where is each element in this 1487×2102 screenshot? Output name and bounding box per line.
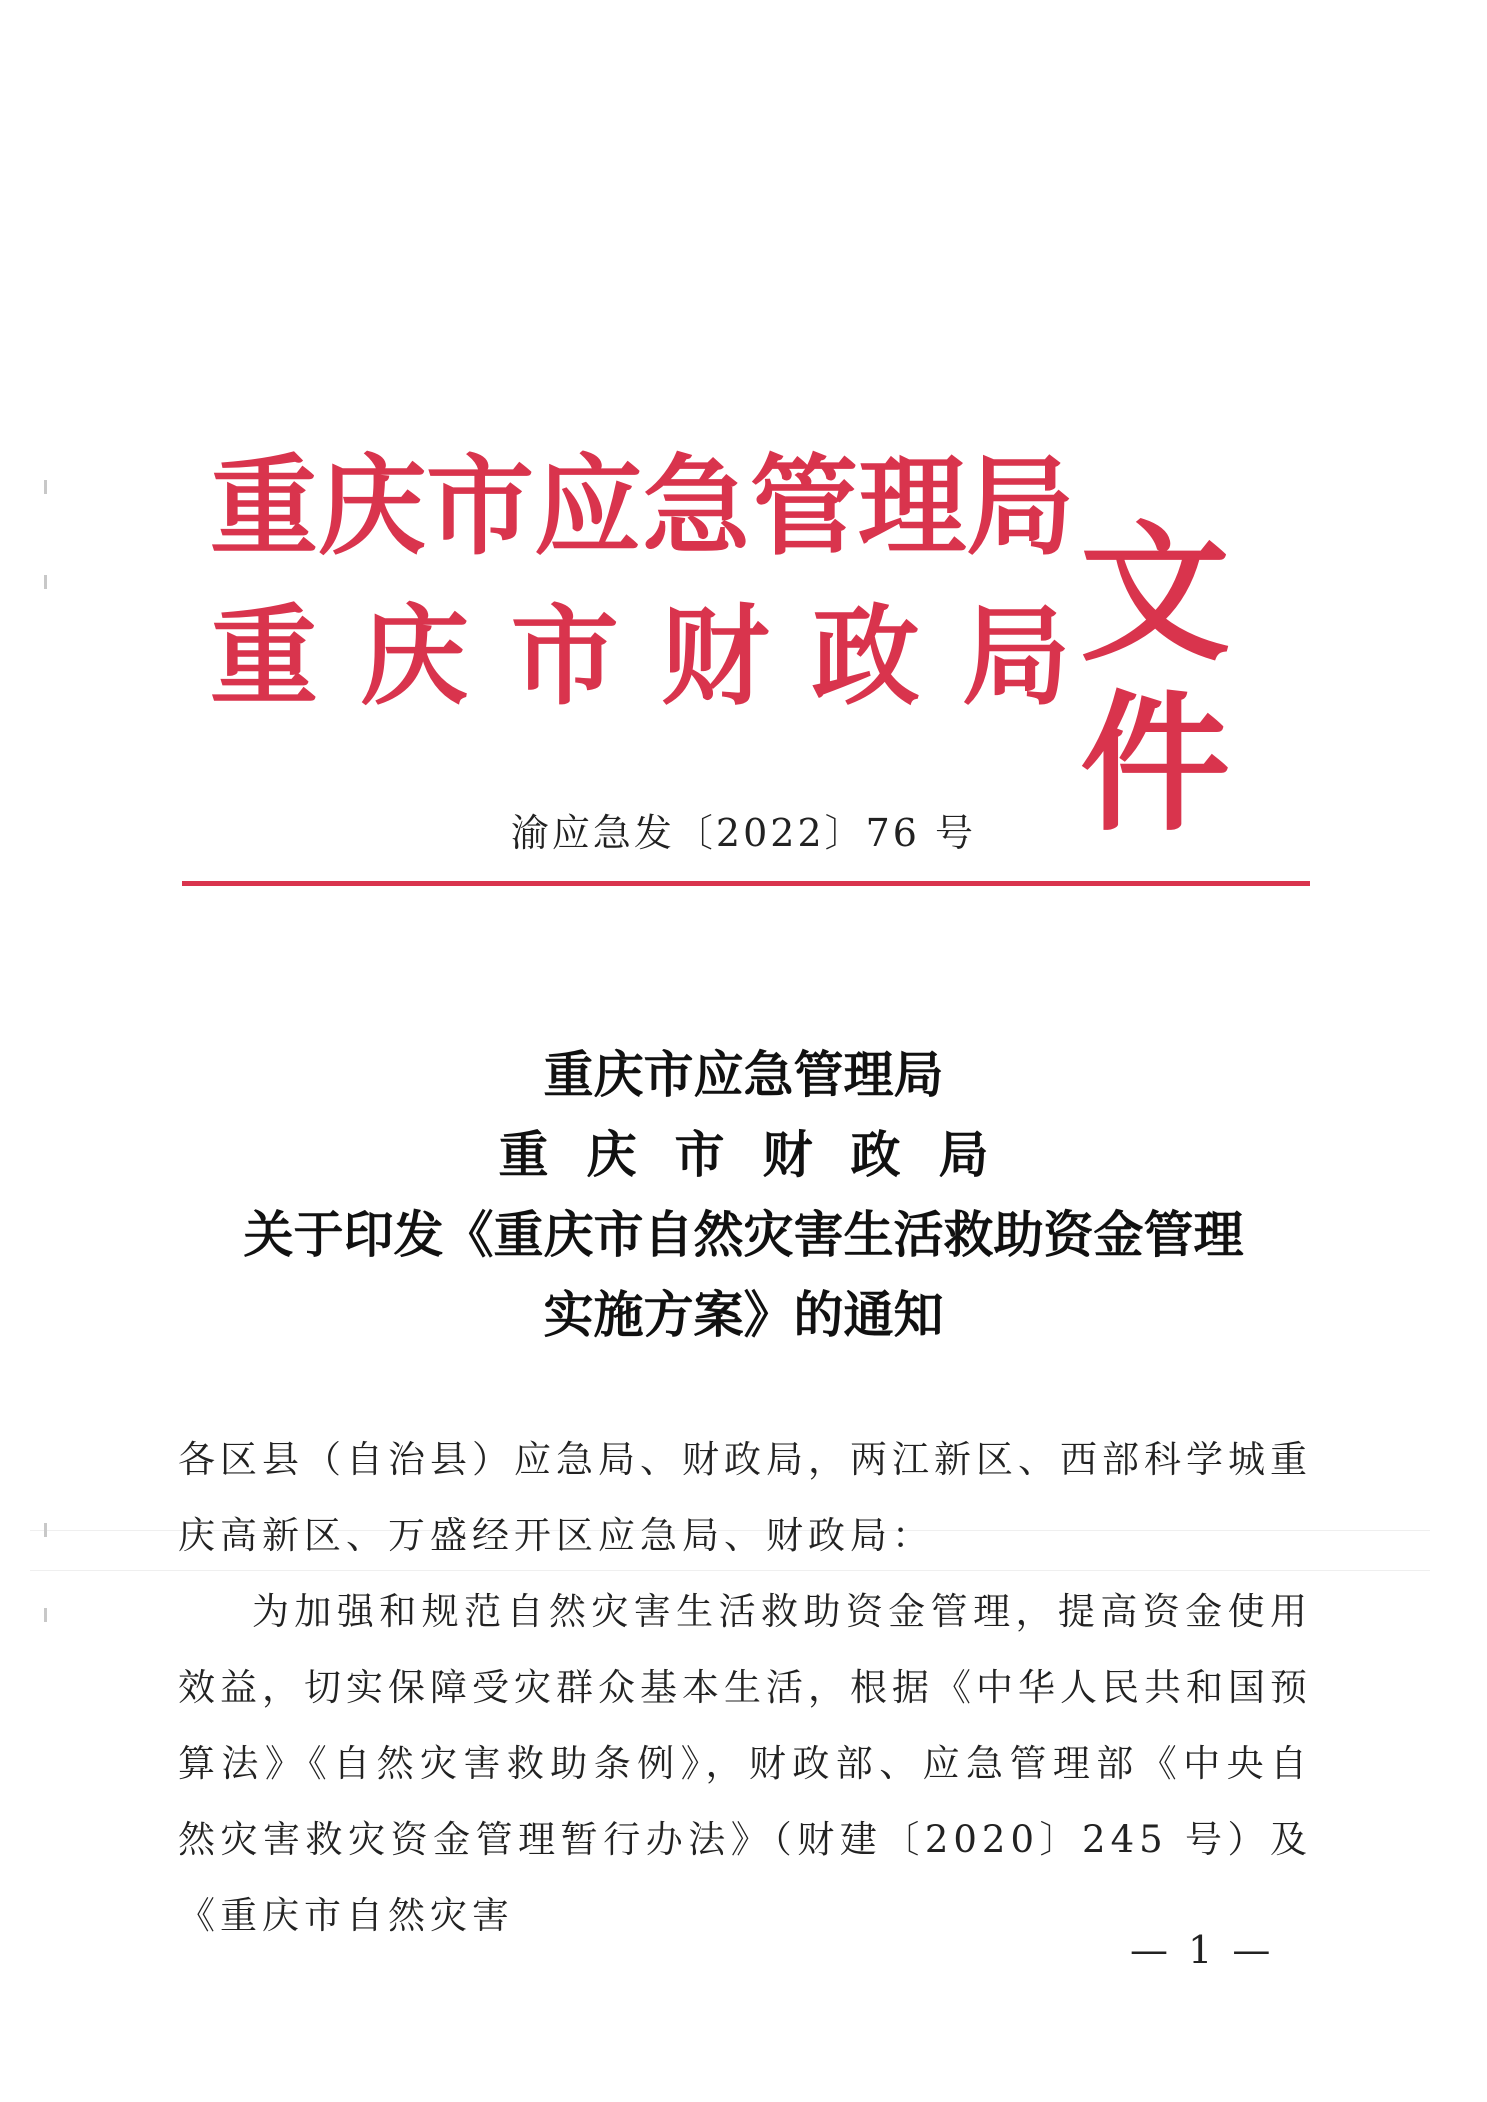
body-paragraph: 为加强和规范自然灾害生活救助资金管理，提高资金使用效益，切实保障受灾群众基本生活，根据《中华人民共和国预算法》《自然灾害救助条例》，财政部、应急管理部《中央自然灾害救灾资金管理暂行办法》（财建〔2020〕245 号）及《重庆市自然灾害	[178, 1590, 1312, 1937]
page-number: — 1 —	[1130, 1928, 1275, 1972]
header-char: 理	[858, 445, 967, 570]
scan-edge-mark	[44, 1608, 47, 1622]
issuer-finance-bureau	[210, 595, 1070, 720]
title-line-1: 重庆市应急管理局	[543, 1045, 944, 1104]
header-char: 局	[961, 595, 1070, 720]
header-red-rule	[182, 881, 1310, 886]
header-char: 财	[661, 595, 770, 720]
header-char: 市	[426, 445, 535, 570]
scan-edge-mark	[44, 575, 47, 589]
title-line-3: 关于印发《重庆市自然灾害生活救助资金管理	[243, 1205, 1244, 1264]
header-char: 政	[811, 595, 920, 720]
header-char: 管	[750, 445, 859, 570]
header-char: 重	[210, 445, 319, 570]
header-char: 重	[210, 595, 319, 720]
document-body	[178, 1422, 1312, 1954]
salutation: 各区县（自治县）应急局、财政局，两江新区、西部科学城重庆高新区、万盛经开区应急局、财政局：	[178, 1438, 1312, 1557]
header-char: 应	[534, 445, 643, 570]
header-char: 庆	[360, 595, 469, 720]
scan-edge-mark	[44, 480, 47, 494]
document-title	[0, 1035, 1487, 1355]
scan-edge-mark	[44, 1523, 47, 1537]
document-suffix-wenjian: 文件	[1080, 508, 1233, 852]
header-char: 庆	[318, 445, 427, 570]
header-char: 市	[510, 595, 619, 720]
header-char: 局	[966, 445, 1075, 570]
document-number: 渝应急发〔2022〕76 号	[510, 811, 977, 855]
header-char: 急	[642, 445, 751, 570]
title-line-2: 重庆市财政局	[498, 1125, 1027, 1184]
title-line-4: 实施方案》的通知	[543, 1285, 944, 1344]
issuer-emergency-bureau	[210, 445, 1075, 570]
